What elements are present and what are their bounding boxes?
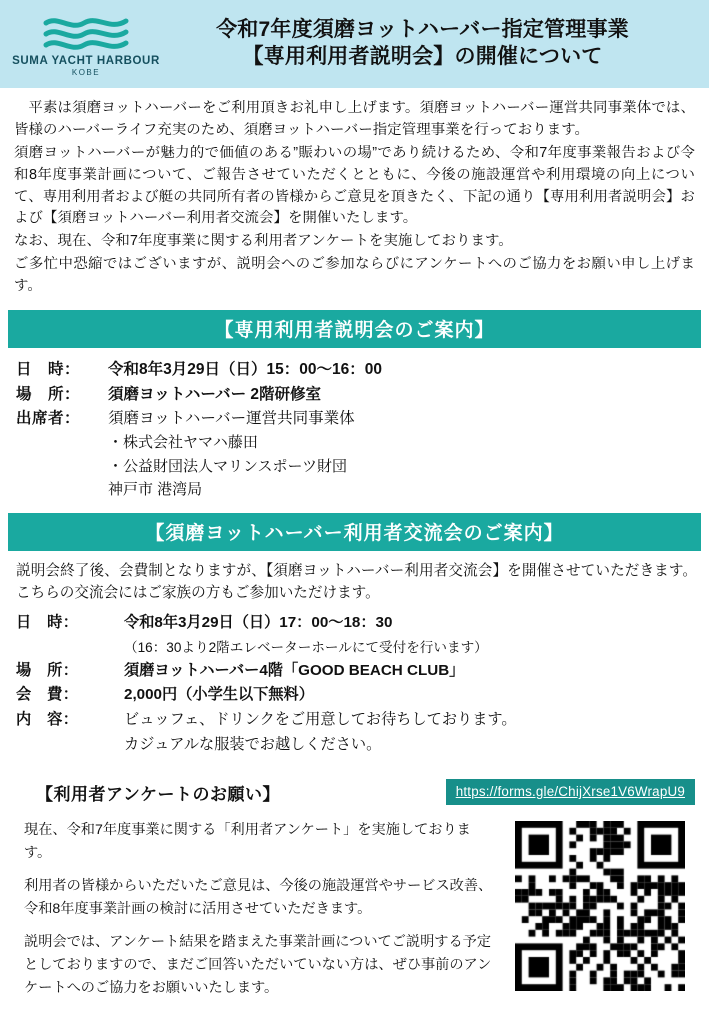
detail-row bbox=[0, 708, 709, 733]
qr-code[interactable] bbox=[505, 819, 695, 1010]
detail-value: 須磨ヨットハーバー4階「GOOD BEACH CLUB」 bbox=[124, 661, 465, 679]
intro-section bbox=[0, 88, 709, 298]
survey-body bbox=[0, 819, 709, 1010]
page-title-line2: 【専用利用者説明会】の開催について bbox=[242, 45, 603, 68]
logo-name: SUMA YACHT HARBOUR bbox=[12, 55, 160, 67]
section-banner-briefing: 【専用利用者説明会のご案内】 bbox=[8, 310, 701, 348]
survey-paragraph-3: 説明会では、アンケート結果を踏まえた事業計画についてご説明する予定としておりますので、まだご回答いただいていない方は、ぜひ事前のアンケートへのご協力をお願いいたします。 bbox=[24, 934, 492, 997]
detail-value: 令和8年3月29日（日）17：00～18：30 bbox=[124, 614, 393, 631]
detail-value: 須磨ヨットハーバー運営共同事業体 bbox=[108, 409, 355, 427]
attendee-item: ・株式会社ヤマハ藤田 bbox=[108, 434, 258, 452]
detail-value: 令和8年3月29日（日）15：00～16：00 bbox=[108, 361, 382, 379]
intro-paragraph-1: 平素は須磨ヨットハーバーをご利用頂きお礼申し上げます。須磨ヨットハーバー運営共同事業体では、皆様のハーバーライフ充実のため、須磨ヨットハーバー指定管理事業を行っております。 bbox=[14, 100, 695, 138]
survey-header bbox=[0, 779, 709, 805]
dress-code-row bbox=[0, 733, 709, 758]
detail-value: 須磨ヨットハーバー 2階研修室 bbox=[108, 385, 322, 403]
logo-sub: KOBE bbox=[71, 68, 101, 77]
attendee-item: ・公益財団法人マリンスポーツ財団 bbox=[108, 457, 347, 475]
spacer bbox=[16, 733, 124, 758]
detail-row bbox=[16, 407, 699, 431]
header-titles bbox=[166, 17, 703, 71]
detail-label: 会 費： bbox=[16, 686, 79, 704]
intro-paragraph-4: ご多忙中恐縮ではございますが、説明会へのご参加ならびにアンケートへのご協力をお願い申し上げます。 bbox=[14, 256, 695, 295]
briefing-details bbox=[0, 358, 709, 501]
survey-url-link[interactable]: https://forms.gle/ChijXrse1V6WrapU9 bbox=[446, 779, 695, 805]
survey-paragraph-1: 現在、令和7年度事業に関する「利用者アンケート」を実施しております。 bbox=[24, 822, 471, 862]
survey-title: 【利用者アンケートのお願い】 bbox=[36, 784, 280, 804]
page-title-line1: 令和7年度須磨ヨットハーバー指定管理事業 bbox=[216, 18, 629, 42]
detail-row bbox=[0, 611, 709, 636]
page-header bbox=[0, 0, 709, 88]
exchange-intro: 説明会終了後、会費制となりますが、【須磨ヨットハーバー利用者交流会】を開催させていただきます。こちらの交流会にはご家族の方もご参加いただけます。 bbox=[16, 563, 697, 602]
detail-value: ビュッフェ、ドリンクをご用意してお待ちしております。 bbox=[124, 710, 517, 728]
detail-label: 場 所： bbox=[16, 385, 81, 403]
detail-label: 日 時： bbox=[16, 614, 79, 631]
reception-note: （16：30より2階エレベーターホールにて受付を行います） bbox=[124, 639, 488, 655]
detail-label: 場 所： bbox=[16, 661, 79, 679]
detail-row bbox=[16, 358, 699, 382]
detail-label: 内 容： bbox=[16, 710, 79, 728]
detail-row bbox=[0, 683, 709, 708]
intro-paragraph-3: なお、現在、令和7年度事業に関する利用者アンケートを実施しております。 bbox=[14, 233, 513, 250]
detail-label: 出席者： bbox=[16, 409, 81, 427]
exchange-details bbox=[0, 611, 709, 757]
detail-row bbox=[16, 383, 699, 407]
survey-paragraph-2: 利用者の皆様からいただいたご意見は、今後の施設運営やサービス改善、令和8年度事業計画の検討に活用させていただきます。 bbox=[24, 878, 493, 918]
section-banner-exchange: 【須磨ヨットハーバー利用者交流会のご案内】 bbox=[8, 513, 701, 551]
wave-logo-icon bbox=[6, 13, 166, 53]
intro-paragraph-2: 須磨ヨットハーバーが魅力的で価値のある”賑わいの場”であり続けるため、令和7年度事業報告および令和8年度事業計画について、ご報告させていただくとともに、今後の施設運営や利用環境の向上について、専用利用者および艇の共同所有者の皆様からご意見を頂きたく、下記の通り【専用利用者説明会】および【須磨ヨットハーバー利用者交流会】を開催いたします。 bbox=[14, 144, 695, 227]
detail-value: 2,000円（小学生以下無料） bbox=[124, 686, 314, 704]
dress-code-text: カジュアルな服装でお越しください。 bbox=[124, 735, 382, 753]
detail-row bbox=[0, 659, 709, 684]
attendee-item: 神戸市 港湾局 bbox=[108, 480, 203, 498]
detail-label: 日 時： bbox=[16, 361, 81, 379]
logo bbox=[6, 11, 166, 77]
survey-text bbox=[24, 819, 505, 1010]
